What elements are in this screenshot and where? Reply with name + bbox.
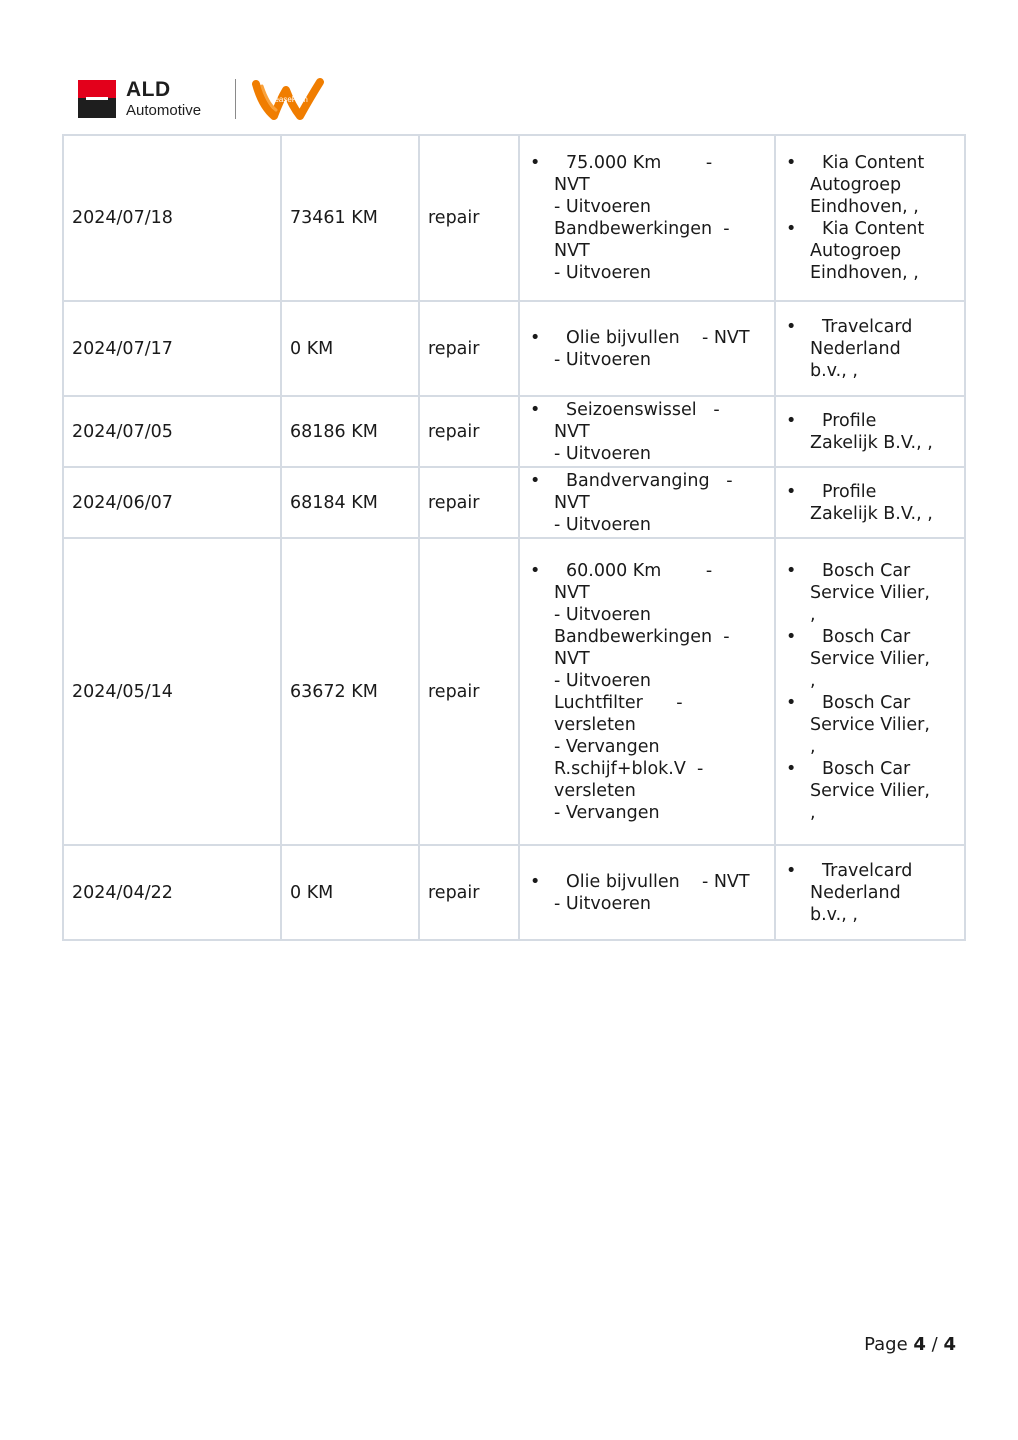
work-line: - Uitvoeren bbox=[554, 893, 651, 914]
work-line: - Uitvoeren bbox=[554, 349, 651, 370]
row-mileage: 63672 KM bbox=[281, 538, 419, 845]
work-line: • Seizoenswissel - bbox=[566, 399, 720, 420]
list-item bbox=[784, 860, 956, 926]
work-line: R.schijf+blok.V - bbox=[554, 758, 704, 779]
row-date: 2024/05/14 bbox=[63, 538, 281, 845]
maintenance-table bbox=[62, 134, 966, 941]
work-line: Bandbewerkingen - bbox=[554, 626, 730, 647]
list-item bbox=[528, 327, 766, 371]
row-date: 2024/04/22 bbox=[63, 845, 281, 940]
table-row bbox=[63, 135, 965, 301]
row-type: repair bbox=[419, 467, 519, 538]
list-item bbox=[528, 470, 766, 536]
row-type: repair bbox=[419, 396, 519, 467]
supplier-line: b.v., , bbox=[810, 360, 858, 381]
work-line: NVT bbox=[554, 648, 590, 669]
list-item bbox=[784, 481, 956, 525]
supplier-line: Service Vilier, bbox=[810, 582, 930, 603]
work-line: • Bandvervanging - bbox=[566, 470, 733, 491]
page-current: 4 bbox=[913, 1334, 926, 1355]
row-date: 2024/07/18 bbox=[63, 135, 281, 301]
row-mileage: 0 KM bbox=[281, 301, 419, 396]
leaseplan-logo-icon bbox=[252, 76, 324, 122]
work-line: - Uitvoeren bbox=[554, 443, 651, 464]
supplier-line: Service Vilier, bbox=[810, 780, 930, 801]
work-line: Bandbewerkingen - bbox=[554, 219, 730, 239]
list-item bbox=[784, 218, 956, 284]
supplier-line: Nederland bbox=[810, 338, 901, 359]
row-supplier bbox=[775, 538, 965, 845]
row-mileage: 68184 KM bbox=[281, 467, 419, 538]
supplier-line: • Profile bbox=[822, 410, 877, 431]
supplier-line: • Kia Content bbox=[822, 153, 925, 173]
work-line: - Uitvoeren bbox=[554, 604, 651, 625]
work-line: NVT bbox=[554, 175, 590, 195]
list-item bbox=[784, 758, 956, 824]
work-line: NVT bbox=[554, 582, 590, 603]
row-supplier bbox=[775, 301, 965, 396]
supplier-line: Zakelijk B.V., , bbox=[810, 503, 933, 524]
row-mileage: 0 KM bbox=[281, 845, 419, 940]
row-work-items bbox=[519, 135, 775, 301]
supplier-line: , bbox=[810, 802, 816, 823]
logo-divider bbox=[235, 79, 236, 119]
work-line: • 60.000 Km - bbox=[566, 560, 713, 581]
table-row bbox=[63, 845, 965, 940]
supplier-line: Autogroep bbox=[810, 175, 902, 195]
supplier-line: Service Vilier, bbox=[810, 714, 930, 735]
work-line: - Uitvoeren bbox=[554, 263, 651, 283]
work-line: - Vervangen bbox=[554, 802, 660, 823]
list-item bbox=[784, 152, 956, 218]
list-item bbox=[784, 692, 956, 758]
row-date: 2024/06/07 bbox=[63, 467, 281, 538]
work-line: NVT bbox=[554, 241, 590, 261]
supplier-line: • Profile bbox=[822, 481, 877, 502]
work-line: versleten bbox=[554, 780, 636, 801]
work-line: • 75.000 Km - bbox=[566, 153, 713, 173]
supplier-line: • Bosch Car bbox=[822, 758, 911, 779]
list-item bbox=[528, 560, 766, 824]
row-work-items bbox=[519, 845, 775, 940]
supplier-line: , bbox=[810, 604, 816, 625]
page-number bbox=[864, 1334, 956, 1355]
row-supplier bbox=[775, 396, 965, 467]
list-item bbox=[784, 560, 956, 626]
supplier-line: • Travelcard bbox=[822, 316, 913, 337]
page-header bbox=[78, 76, 338, 122]
page-separator: / bbox=[931, 1334, 938, 1355]
supplier-line: • Bosch Car bbox=[822, 692, 911, 713]
page-label: Page bbox=[864, 1334, 908, 1355]
work-line: • Olie bijvullen - NVT bbox=[566, 327, 750, 348]
supplier-line: • Kia Content bbox=[822, 219, 925, 239]
list-item bbox=[784, 316, 956, 382]
row-work-items bbox=[519, 538, 775, 845]
work-line: NVT bbox=[554, 492, 590, 513]
ald-logo-icon bbox=[78, 80, 116, 118]
supplier-line: , bbox=[810, 670, 816, 691]
work-line: - Uitvoeren bbox=[554, 514, 651, 535]
supplier-line: Zakelijk B.V., , bbox=[810, 432, 933, 453]
row-work-items bbox=[519, 301, 775, 396]
brand-title: ALD bbox=[126, 78, 171, 101]
work-line: versleten bbox=[554, 714, 636, 735]
list-item bbox=[528, 152, 766, 284]
supplier-line: • Bosch Car bbox=[822, 560, 911, 581]
table-row bbox=[63, 538, 965, 845]
row-supplier bbox=[775, 467, 965, 538]
row-type: repair bbox=[419, 538, 519, 845]
row-supplier bbox=[775, 845, 965, 940]
row-type: repair bbox=[419, 845, 519, 940]
table-row bbox=[63, 396, 965, 467]
supplier-line: • Travelcard bbox=[822, 860, 913, 881]
partner-logo-text: LeasePlan bbox=[270, 95, 308, 104]
supplier-line: , bbox=[810, 736, 816, 757]
supplier-line: Service Vilier, bbox=[810, 648, 930, 669]
row-mileage: 73461 KM bbox=[281, 135, 419, 301]
supplier-line: Eindhoven, , bbox=[810, 197, 919, 217]
table-row bbox=[63, 467, 965, 538]
row-date: 2024/07/05 bbox=[63, 396, 281, 467]
row-type: repair bbox=[419, 301, 519, 396]
list-item bbox=[784, 626, 956, 692]
list-item bbox=[784, 410, 956, 454]
work-line: - Vervangen bbox=[554, 736, 660, 757]
table-row bbox=[63, 301, 965, 396]
row-type: repair bbox=[419, 135, 519, 301]
supplier-line: Eindhoven, , bbox=[810, 263, 919, 283]
supplier-line: Nederland bbox=[810, 882, 901, 903]
row-work-items bbox=[519, 467, 775, 538]
supplier-line: b.v., , bbox=[810, 904, 858, 925]
work-line: • Olie bijvullen - NVT bbox=[566, 871, 750, 892]
brand-subtitle: Automotive bbox=[126, 102, 202, 119]
list-item bbox=[528, 871, 766, 915]
work-line: - Uitvoeren bbox=[554, 197, 651, 217]
page-total: 4 bbox=[943, 1334, 956, 1355]
supplier-line: • Bosch Car bbox=[822, 626, 911, 647]
supplier-line: Autogroep bbox=[810, 241, 902, 261]
work-line: NVT bbox=[554, 421, 590, 442]
row-supplier bbox=[775, 135, 965, 301]
work-line: Luchtfilter - bbox=[554, 692, 683, 713]
work-line: - Uitvoeren bbox=[554, 670, 651, 691]
list-item bbox=[528, 399, 766, 465]
row-mileage: 68186 KM bbox=[281, 396, 419, 467]
row-date: 2024/07/17 bbox=[63, 301, 281, 396]
row-work-items bbox=[519, 396, 775, 467]
